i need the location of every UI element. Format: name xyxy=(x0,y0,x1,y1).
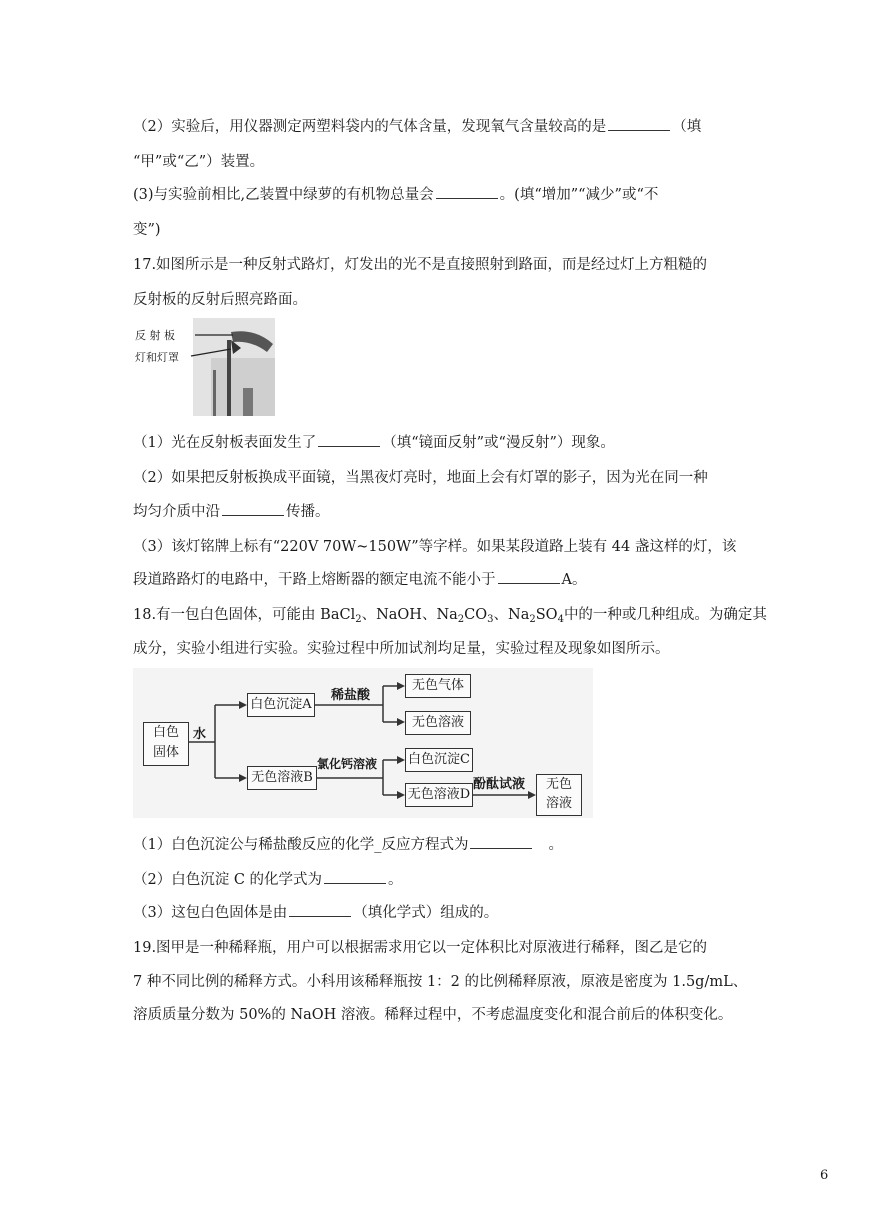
q17-stem-line1: 17.如图所示是一种反射式路灯，灯发出的光不是直接照射到路面，而是经过灯上方粗糙的 xyxy=(133,257,708,273)
q17-part3-line2: 段道路路灯的电路中，干路上熔断器的额定电流不能小于 A。 xyxy=(133,572,587,588)
answer-blank[interactable] xyxy=(289,904,351,917)
q18-part2: （2）白色沉淀 C 的化学式为 。 xyxy=(133,872,403,888)
answer-blank[interactable] xyxy=(608,118,670,131)
answer-blank[interactable] xyxy=(318,434,380,447)
lamp-shade-label: 灯和灯罩 xyxy=(135,351,179,364)
flow-end-colorless-solution: 无色 溶液 xyxy=(536,774,582,816)
q17-stem-line2: 反射板的反射后照亮路面。 xyxy=(133,292,307,308)
q18-stem-line1: 18.有一包白色固体，可能由 BaCl$_2$、NaOH、$Na_2CO_3$、$Na_2SO_4$中的一种或几种组成。为确定其 xyxy=(133,607,767,625)
flow-colorless-gas: 无色气体 xyxy=(405,674,471,698)
flow-colorless-solution-b: 无色溶液B xyxy=(247,766,317,790)
flow-start-white-solid: 白色 固体 xyxy=(143,722,189,766)
q19-line3: 溶质质量分数为 50%的 NaOH 溶液。稀释过程中，不考虑温度变化和混合前后的体积变化。 xyxy=(133,1007,733,1023)
q16-part2-line2: “甲”或“乙”）装置。 xyxy=(133,154,265,170)
answer-blank[interactable] xyxy=(222,503,284,516)
flow-label-water: 水 xyxy=(193,727,207,742)
q16-part3-line2: 变”) xyxy=(133,222,161,238)
reflective-street-lamp-figure xyxy=(133,318,275,416)
q18-stem-line2: 成分，实验小组进行实验。实验过程中所加试剂均足量，实验过程及现象如图所示。 xyxy=(133,641,670,657)
q16-part3-line1: (3)与实验前相比,乙装置中绿萝的有机物总量会 。(填“增加”“减少”或“不 xyxy=(133,187,659,203)
answer-blank[interactable] xyxy=(436,186,498,199)
answer-blank[interactable] xyxy=(498,571,560,584)
q18-part3: （3）这包白色固体是由 （填化学式）组成的。 xyxy=(133,905,499,921)
page-number: 6 xyxy=(820,1168,829,1183)
q17-part2-line2: 均匀介质中沿 传播。 xyxy=(133,504,330,520)
q17-part1: （1）光在反射板表面发生了 （填“镜面反射”或“漫反射”）现象。 xyxy=(133,435,615,451)
flow-white-precipitate-a: 白色沉淀A xyxy=(247,693,315,717)
experiment-flow-diagram xyxy=(133,668,593,818)
flow-label-phenolphthalein: 酚酞试液 xyxy=(473,777,526,792)
flow-label-cacl2-solution: 氯化钙溶液 xyxy=(317,757,378,771)
answer-blank[interactable] xyxy=(324,871,386,884)
flow-white-precipitate-c: 白色沉淀C xyxy=(405,748,473,772)
q19-line1: 19.图甲是一种稀释瓶，用户可以根据需求用它以一定体积比对原液进行稀释，图乙是它的 xyxy=(133,940,708,956)
q17-part3-line1: （3）该灯铭牌上标有“220V 70W~150W”等字样。如果某段道路上装有 44 盏这样的灯，该 xyxy=(133,539,737,555)
q18-part1: （1）白色沉淀公与稀盐酸反应的化学_反应方程式为 。 xyxy=(133,837,563,853)
flow-colorless-solution-d: 无色溶液D xyxy=(405,783,473,807)
answer-blank[interactable] xyxy=(470,836,532,849)
flow-label-dilute-hcl: 稀盐酸 xyxy=(331,688,371,703)
q19-line2: 7 种不同比例的稀释方式。小科用该稀释瓶按 1：2 的比例稀释原液，原液是密度为 1.5g/mL、 xyxy=(133,974,748,990)
flow-colorless-solution: 无色溶液 xyxy=(405,711,471,735)
q17-part2-line1: （2）如果把反射板换成平面镜，当黑夜灯亮时，地面上会有灯罩的影子，因为光在同一种 xyxy=(133,470,708,486)
reflector-label: 反 射 板 xyxy=(135,329,175,342)
q16-part2-line1: （2）实验后，用仪器测定两塑料袋内的气体含量，发现氧气含量较高的是 （填 xyxy=(133,119,702,135)
